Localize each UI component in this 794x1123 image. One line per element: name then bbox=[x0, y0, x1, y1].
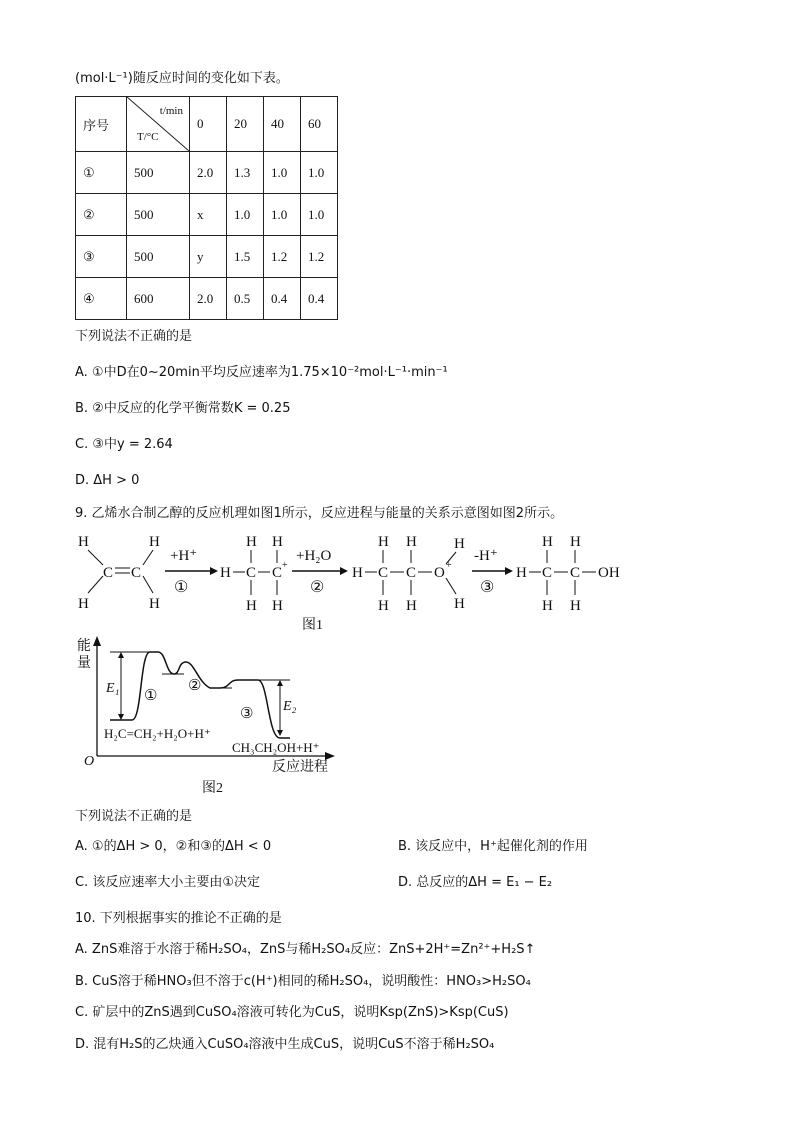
row-temp: 500 bbox=[127, 236, 190, 278]
svg-text:H: H bbox=[406, 534, 417, 550]
step3-circle: ③ bbox=[480, 579, 495, 596]
row-value: 2.0 bbox=[190, 278, 227, 320]
row-value: 1.0 bbox=[264, 152, 301, 194]
q9-option-a: A. ①的ΔH > 0，②和③的ΔH < 0 bbox=[75, 839, 272, 854]
svg-text:+: + bbox=[282, 560, 288, 571]
origin-label: O bbox=[84, 754, 95, 769]
svg-text:H: H bbox=[149, 596, 160, 612]
header-time-0: 0 bbox=[190, 97, 227, 152]
row-value: 1.0 bbox=[301, 152, 338, 194]
row-value: 1.2 bbox=[264, 236, 301, 278]
q10-option-b: B. CuS溶于稀HNO₃但不溶于c(H⁺)相同的稀H₂SO₄，说明酸性：HNO₃>H₂SO₄ bbox=[75, 974, 531, 989]
row-value: 1.3 bbox=[227, 152, 264, 194]
svg-text:H: H bbox=[149, 534, 160, 550]
svg-text:H: H bbox=[272, 598, 283, 614]
svg-text:H: H bbox=[220, 565, 231, 581]
row-value: 2.0 bbox=[190, 152, 227, 194]
svg-text:H: H bbox=[352, 565, 363, 581]
table-row bbox=[76, 152, 338, 194]
svg-text:C: C bbox=[406, 565, 417, 581]
svg-text:H: H bbox=[378, 598, 389, 614]
svg-text:C: C bbox=[246, 565, 257, 581]
header-time: t/min bbox=[159, 105, 183, 117]
row-value: 1.0 bbox=[264, 194, 301, 236]
y-axis-label-2: 量 bbox=[77, 656, 91, 671]
row-value: x bbox=[190, 194, 227, 236]
q8-option-d: D. ΔH > 0 bbox=[75, 473, 140, 488]
row-value: 1.0 bbox=[301, 194, 338, 236]
q10-title: 10. 下列根据事实的推论不正确的是 bbox=[75, 911, 282, 926]
svg-text:H: H bbox=[570, 598, 581, 614]
svg-text:H: H bbox=[542, 598, 553, 614]
header-time-60: 60 bbox=[301, 97, 338, 152]
q10-option-a: A. ZnS难溶于水溶于稀H₂SO₄，ZnS与稀H₂SO₄反应：ZnS+2H⁺=Zn²⁺+H₂S↑ bbox=[75, 942, 536, 957]
figure-2-label: 图2 bbox=[202, 781, 223, 796]
step3-region: ③ bbox=[240, 706, 254, 722]
q8-option-a: A. ①中D在0~20min平均反应速率为1.75×10⁻²mol·L⁻¹·min⁻¹ bbox=[75, 365, 448, 380]
row-temp: 600 bbox=[127, 278, 190, 320]
svg-text:H: H bbox=[454, 596, 465, 612]
svg-text:H: H bbox=[78, 596, 89, 612]
svg-text:+: + bbox=[446, 560, 452, 571]
svg-text:C: C bbox=[131, 565, 142, 581]
row-value: 0.4 bbox=[264, 278, 301, 320]
svg-text:C: C bbox=[378, 565, 389, 581]
reactant-label: H₂C=CH₂+H₂O+H⁺ bbox=[104, 726, 211, 741]
svg-text:H: H bbox=[378, 534, 389, 550]
header-seq: 序号 bbox=[76, 97, 127, 152]
q8-prompt: 下列说法不正确的是 bbox=[75, 329, 193, 344]
q9-option-d: D. 总反应的ΔH = E₁ − E₂ bbox=[398, 875, 553, 890]
svg-text:OH: OH bbox=[598, 565, 620, 581]
svg-text:C: C bbox=[570, 565, 581, 581]
table-row bbox=[76, 236, 338, 278]
figure-2-energy-diagram bbox=[70, 634, 360, 796]
header-temp: T/°C bbox=[137, 131, 159, 143]
table-row bbox=[76, 278, 338, 320]
svg-text:H: H bbox=[454, 536, 465, 552]
q10-option-d: D. 混有H₂S的乙炔通入CuSO₄溶液中生成CuS，说明CuS不溶于稀H₂SO₄ bbox=[75, 1037, 495, 1052]
svg-text:H: H bbox=[516, 565, 527, 581]
q9-option-c: C. 该反应速率大小主要由①决定 bbox=[75, 875, 260, 890]
e2-label: E₂ bbox=[283, 699, 297, 714]
concentration-table bbox=[75, 96, 338, 320]
step1-label: +H⁺ bbox=[170, 548, 198, 564]
table-header-row bbox=[76, 97, 338, 152]
step2-label: +H₂O bbox=[296, 548, 332, 564]
row-value: 1.0 bbox=[227, 194, 264, 236]
row-temp: 500 bbox=[127, 152, 190, 194]
svg-text:H: H bbox=[570, 534, 581, 550]
figure-1-label: 图1 bbox=[302, 618, 323, 633]
row-id: ① bbox=[76, 152, 127, 194]
row-value: 1.2 bbox=[301, 236, 338, 278]
q9-option-b: B. 该反应中，H⁺起催化剂的作用 bbox=[398, 839, 588, 854]
e1-label: E₁ bbox=[106, 681, 120, 696]
row-value: 0.4 bbox=[301, 278, 338, 320]
row-id: ③ bbox=[76, 236, 127, 278]
svg-text:O: O bbox=[434, 565, 445, 581]
svg-text:H: H bbox=[272, 534, 283, 550]
header-time-20: 20 bbox=[227, 97, 264, 152]
step3-label: -H⁺ bbox=[474, 548, 498, 564]
svg-text:H: H bbox=[246, 534, 257, 550]
svg-text:H: H bbox=[406, 598, 417, 614]
q8-option-c: C. ③中y = 2.64 bbox=[75, 437, 173, 452]
row-value: 1.5 bbox=[227, 236, 264, 278]
row-value: 0.5 bbox=[227, 278, 264, 320]
row-temp: 500 bbox=[127, 194, 190, 236]
q8-option-b: B. ②中反应的化学平衡常数K = 0.25 bbox=[75, 401, 291, 416]
table-row bbox=[76, 194, 338, 236]
step1-region: ① bbox=[144, 688, 158, 704]
product-label: CH₃CH₂OH+H⁺ bbox=[232, 740, 320, 755]
svg-text:C: C bbox=[542, 565, 553, 581]
svg-text:H: H bbox=[78, 534, 89, 550]
intro-text: (mol·L⁻¹)随反应时间的变化如下表。 bbox=[75, 71, 289, 86]
q10-option-c: C. 矿层中的ZnS遇到CuSO₄溶液可转化为CuS，说明Ksp(ZnS)>Ksp(CuS) bbox=[75, 1005, 509, 1020]
svg-text:C: C bbox=[103, 565, 114, 581]
row-id: ④ bbox=[76, 278, 127, 320]
y-axis-label-1: 能 bbox=[77, 639, 91, 654]
q9-title: 9. 乙烯水合制乙醇的反应机理如图1所示，反应进程与能量的关系示意图如图2所示。 bbox=[75, 506, 564, 521]
svg-text:H: H bbox=[246, 598, 257, 614]
svg-text:H: H bbox=[542, 534, 553, 550]
row-id: ② bbox=[76, 194, 127, 236]
q9-prompt: 下列说法不正确的是 bbox=[75, 809, 193, 824]
figure-1-mechanism bbox=[70, 528, 640, 636]
header-time-40: 40 bbox=[264, 97, 301, 152]
row-value: y bbox=[190, 236, 227, 278]
step2-circle: ② bbox=[310, 579, 325, 596]
header-diagonal-cell bbox=[127, 97, 190, 152]
x-axis-label: 反应进程 bbox=[272, 760, 328, 775]
step1-circle: ① bbox=[174, 579, 189, 596]
step2-region: ② bbox=[188, 678, 202, 694]
svg-text:C: C bbox=[272, 565, 283, 581]
